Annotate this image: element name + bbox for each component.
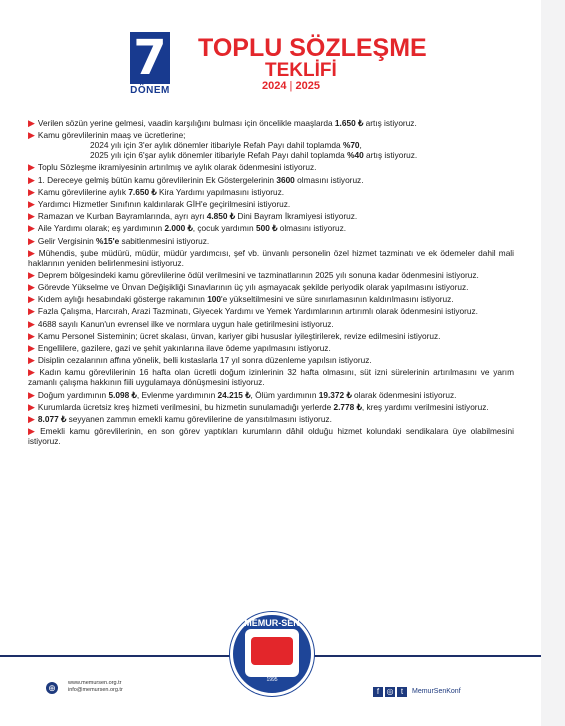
triangle-bullet-icon: ▶ xyxy=(28,413,35,424)
item-text: Mühendis, şube müdürü, müdür, müdür yardımcısı, şef vb. ünvanlı personelin özel hizmet tazminatı ve ek ödemeler dahil mali haklarının yeniden belirlenmesini istiyoruz. xyxy=(28,247,514,268)
triangle-bullet-icon: ▶ xyxy=(28,162,35,173)
triangle-bullet-icon: ▶ xyxy=(28,247,36,258)
social-block xyxy=(373,683,461,695)
triangle-bullet-icon: ▶ xyxy=(28,186,35,197)
item-text: Aile Yardımı olarak; eş yardımının xyxy=(37,223,165,234)
emphasized-value: %70 xyxy=(342,140,360,151)
social-handle[interactable]: MemurSenKonf xyxy=(412,688,461,696)
emphasized-value: 8.077 ₺ xyxy=(37,413,67,424)
emblem-text: MEMUR-SEN xyxy=(244,618,300,628)
item-text: Kadın kamu görevlilerinin 16 hafta olan ücretli doğum izinlerinin 32 hafta olmasını, süt izni sürelerinin artırılmasını ve yarım zamanlı çalışma hakkının fiili uygulamaya dönüşmesini istiyoruz. xyxy=(28,367,514,388)
list-item xyxy=(28,294,514,304)
triangle-bullet-icon: ▶ xyxy=(28,198,35,209)
list-subitem xyxy=(28,140,514,150)
item-text: Ramazan ve Kurban Bayramlarında, ayrı ayrı xyxy=(37,211,207,222)
year-end: 2025 xyxy=(295,80,320,92)
list-item xyxy=(28,367,514,387)
list-subitem xyxy=(28,150,514,160)
facebook-icon[interactable]: f xyxy=(373,687,383,697)
list-item xyxy=(28,282,514,292)
list-item xyxy=(28,118,514,128)
item-text: 2025 yılı için 6'şar aylık dönemler itibariyle Refah Payı dahil toplamda xyxy=(90,150,348,161)
item-text: Engellilere, gazilere, gazi ve şehit yakınlarına ilave ödeme yapılmasını istiyoruz. xyxy=(37,343,331,353)
triangle-bullet-icon: ▶ xyxy=(28,294,35,305)
triangle-bullet-icon: ▶ xyxy=(28,330,35,341)
year-separator: | xyxy=(286,80,296,92)
emphasized-value: 5.098 ₺ xyxy=(108,389,137,400)
website-link[interactable]: www.memursen.org.tr xyxy=(68,680,122,686)
list-item xyxy=(28,248,514,268)
list-item xyxy=(28,343,514,353)
item-text: Görevde Yükselme ve Ünvan Değişikliği Sınavlarının üç yılı aşmayacak şekilde periyodik olarak yapılmasını istiyoruz. xyxy=(37,282,469,293)
term-label: DÖNEM xyxy=(130,85,170,96)
emphasized-value: 1.650 ₺ xyxy=(334,118,364,128)
demand-list xyxy=(28,118,514,448)
list-item xyxy=(28,306,514,316)
item-text: olmasını istiyoruz. xyxy=(294,174,364,185)
triangle-bullet-icon: ▶ xyxy=(28,343,35,353)
scrollbar-track[interactable] xyxy=(541,0,565,726)
triangle-bullet-icon: ▶ xyxy=(28,223,35,234)
globe-icon: ⊕ xyxy=(46,682,58,694)
list-item xyxy=(28,223,514,233)
list-item xyxy=(28,355,514,365)
emphasized-value: 7.650 ₺ xyxy=(128,186,157,197)
item-text: Dini Bayram İkramiyesi istiyoruz. xyxy=(235,211,358,222)
item-text: 'e yükseltilmesini ve süre sınırlamasının kaldırılmasını istiyoruz. xyxy=(221,294,454,305)
triangle-bullet-icon: ▶ xyxy=(28,401,35,412)
emphasized-value: %40 xyxy=(347,150,364,161)
item-text: , Evlenme yardımının xyxy=(136,389,218,400)
item-text: olarak ödenmesini istiyoruz. xyxy=(351,389,457,400)
year-start: 2024 xyxy=(262,80,287,92)
item-text: Gelir Vergisinin xyxy=(37,235,97,246)
item-text: Toplu Sözleşme ikramiyesinin artırılmış ve aylık olarak ödenmesini istiyoruz. xyxy=(37,162,317,173)
emblem-year: 1995 xyxy=(266,677,278,683)
emphasized-value: 24.215 ₺ xyxy=(217,389,251,400)
item-text: Verilen sözün yerine gelmesi, vaadin karşılığını bulması için öncelikle maaşlarda xyxy=(37,118,335,128)
triangle-bullet-icon: ▶ xyxy=(28,174,35,185)
emphasized-value: 3600 xyxy=(276,174,295,185)
item-text: Yardımcı Hizmetler Sınıfının kaldırılarak GİH'e geçirilmesini istiyoruz. xyxy=(37,198,291,209)
emphasized-value: 500 ₺ xyxy=(255,223,278,234)
seventh-term-logo: 7 xyxy=(130,32,170,84)
triangle-bullet-icon: ▶ xyxy=(28,426,38,437)
item-text: 1. Dereceye gelmiş bütün kamu görevlilerinin Ek Göstergelerinin xyxy=(37,174,277,185)
item-text: , Ölüm yardımının xyxy=(250,389,319,400)
item-text: Kamu Personel Sisteminin; ücret skalası, ünvan, kariyer gibi hususlar iyileştirilerek, revize edilmesini istiyoruz. xyxy=(37,330,441,341)
list-item xyxy=(28,331,514,341)
item-text: sabitlenmesini istiyoruz. xyxy=(119,235,210,246)
item-text: artış istiyoruz. xyxy=(363,118,417,128)
triangle-bullet-icon: ▶ xyxy=(28,318,35,329)
emphasized-value: 2.778 ₺ xyxy=(333,401,362,412)
triangle-bullet-icon: ▶ xyxy=(28,130,35,141)
triangle-bullet-icon: ▶ xyxy=(28,389,35,400)
memursen-emblem xyxy=(230,612,314,696)
triangle-bullet-icon: ▶ xyxy=(28,306,35,317)
item-text: artış istiyoruz. xyxy=(363,150,418,161)
triangle-bullet-icon: ▶ xyxy=(28,235,35,246)
list-item xyxy=(28,175,514,185)
item-text: Kurumlarda ücretsiz kreş hizmeti verilmesini, bu hizmetin sunulamadığı yerlerde xyxy=(37,401,334,412)
instagram-icon[interactable]: ◎ xyxy=(386,686,394,696)
document-header xyxy=(118,32,438,102)
item-text: Emekli kamu görevlilerinin, en son görev yaptıkları kurumların dâhil olduğu hizmet kolundaki sendikalara üye olabilmesini istiyoruz. xyxy=(28,426,514,447)
list-item xyxy=(28,211,514,221)
item-text: 2024 yılı için 3'er aylık dönemler itibariyle Refah Payı dahil toplamda xyxy=(90,140,343,151)
item-text: Kıdem aylığı hesabındaki gösterge rakamının xyxy=(37,294,208,305)
triangle-bullet-icon: ▶ xyxy=(28,211,35,222)
triangle-bullet-icon: ▶ xyxy=(28,269,35,280)
item-text: seyyanen zammın emekli kamu görevlilerine de yansıtılmasını istiyoruz. xyxy=(66,413,332,424)
list-item xyxy=(28,414,514,424)
page-title: TOPLU SÖZLEŞME xyxy=(198,34,427,62)
item-text: olmasını istiyoruz. xyxy=(277,223,347,234)
item-text: 4688 sayılı Kanun'un evrensel ilke ve normlara uygun hale getirilmesini istiyoruz. xyxy=(37,318,334,329)
emphasized-value: 19.372 ₺ xyxy=(318,389,352,400)
item-text: Deprem bölgesindeki kamu görevlilerine ödül verilmesini ve tazminatlarının 2025 yılı sonuna kadar ödenmesini istiyoruz. xyxy=(37,269,479,280)
item-text: Fazla Çalışma, Harcırah, Arazi Tazminatı, Giyecek Yardımı ve Yemek Yardımlarının artırımlı olarak ödenmesini istiyoruz. xyxy=(37,306,478,317)
emphasized-value: %15'e xyxy=(96,235,120,246)
triangle-bullet-icon: ▶ xyxy=(28,282,35,293)
item-text: , xyxy=(359,140,362,151)
emblem-map-shape xyxy=(251,637,293,665)
item-text: Kira Yardımı yapılmasını istiyoruz. xyxy=(156,186,285,197)
list-item xyxy=(28,390,514,400)
emphasized-value: 4.850 ₺ xyxy=(206,211,236,222)
list-item xyxy=(28,426,514,446)
emphasized-value: 2.000 ₺ xyxy=(164,223,193,234)
list-item xyxy=(28,130,514,160)
item-text: Disiplin cezalarının affına yönelik, belli kıstaslarla 17 yıl sonra düzenleme yapılsın istiyoruz. xyxy=(37,355,372,366)
list-item xyxy=(28,270,514,280)
triangle-bullet-icon: ▶ xyxy=(28,118,35,128)
triangle-bullet-icon: ▶ xyxy=(28,367,37,378)
item-text: Kamu görevlilerine aylık xyxy=(37,186,129,197)
item-text: , çocuk yardımın xyxy=(192,223,256,234)
twitter-icon[interactable]: t xyxy=(397,687,407,697)
item-text: Kamu görevlilerinin maaş ve ücretlerine; xyxy=(37,130,186,141)
list-item xyxy=(28,236,514,246)
list-item xyxy=(28,187,514,197)
emphasized-value: 100 xyxy=(207,294,222,305)
year-range xyxy=(262,80,320,92)
list-item xyxy=(28,402,514,412)
email-link[interactable]: info@memursen.org.tr xyxy=(68,687,123,693)
list-item xyxy=(28,162,514,172)
contact-text xyxy=(68,680,123,694)
item-text: Doğum yardımının xyxy=(37,389,109,400)
contact-block xyxy=(46,678,166,700)
item-text: , kreş yardımı verilmesini istiyoruz. xyxy=(361,401,489,412)
list-item xyxy=(28,319,514,329)
triangle-bullet-icon: ▶ xyxy=(28,355,35,366)
page-subtitle: TEKLİFİ xyxy=(265,60,337,81)
list-item xyxy=(28,199,514,209)
